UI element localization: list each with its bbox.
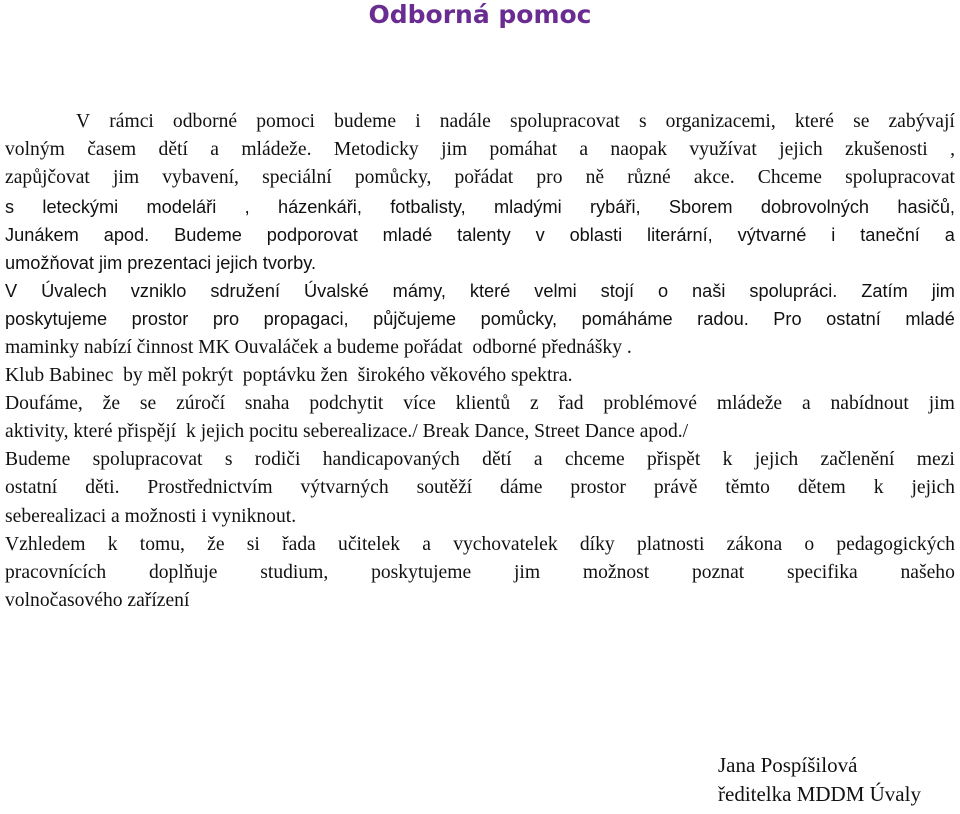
page-title: Odborná pomoc — [368, 0, 592, 29]
text-line: aktivity, které přispějí k jejich pocitu seberealizace./ Break Dance, Street Dance apod./ — [5, 421, 689, 443]
text-line: umožňovat jim prezentaci jejich tvorby. — [5, 252, 316, 273]
text-line: ostatní děti. Prostřednictvím výtvarných soutěží dáme prostor právě těmto dětem k jejich — [5, 477, 955, 499]
text-line: volnočasového zařízení — [5, 590, 190, 612]
text-line: V rámci odborné pomoci budeme i nadále spolupracovat s organizacemi, které se zabývají — [76, 111, 955, 132]
body-text — [5, 108, 955, 615]
signature — [718, 751, 921, 809]
text-line: zapůjčovat jim vybavení, speciální pomůcky, pořádat pro ně různé akce. Chceme spolupracovat — [5, 167, 955, 189]
text-line: Klub Babinec by měl pokrýt poptávku žen širokého věkového spektra. — [5, 364, 573, 386]
text-line: Junákem apod. Budeme podporovat mladé talenty v oblasti literární, výtvarné i taneční a — [5, 224, 955, 245]
signature-role: ředitelka MDDM Úvaly — [718, 782, 921, 806]
text-line: volným časem dětí a mládeže. Metodicky jim pomáhat a naopak využívat jejich zkušenosti , — [5, 139, 955, 161]
text-line: seberealizaci a možnosti i vyniknout. — [5, 505, 297, 527]
text-line: Budeme spolupracovat s rodiči handicapovaných dětí a chceme přispět k jejich začlenění mezi — [5, 449, 955, 471]
text-line: V Úvalech vzniklo sdružení Úvalské mámy, které velmi stojí o naši spolupráci. Zatím jim — [5, 281, 955, 302]
text-line: pracovnících doplňuje studium, poskytujeme jim možnost poznat specifika našeho — [5, 562, 955, 583]
text-line: maminky nabízí činnost MK Ouvaláček a budeme pořádat odborné přednášky . — [5, 336, 632, 358]
text-line: s leteckými modeláři , házenkáři, fotbalisty, mladými rybáři, Sborem dobrovolných hasičů, — [5, 196, 955, 217]
text-line: Doufáme, že se zúročí snaha podchytit více klientů z řad problémové mládeže a nabídnout jim — [5, 392, 955, 414]
text-line: Vzhledem k tomu, že si řada učitelek a vychovatelek díky platnosti zákona o pedagogických — [5, 533, 955, 555]
signature-name: Jana Pospíšilová — [718, 753, 858, 777]
text-line: poskytujeme prostor pro propagaci, půjčujeme pomůcky, pomáháme radou. Pro ostatní mladé — [5, 309, 955, 330]
